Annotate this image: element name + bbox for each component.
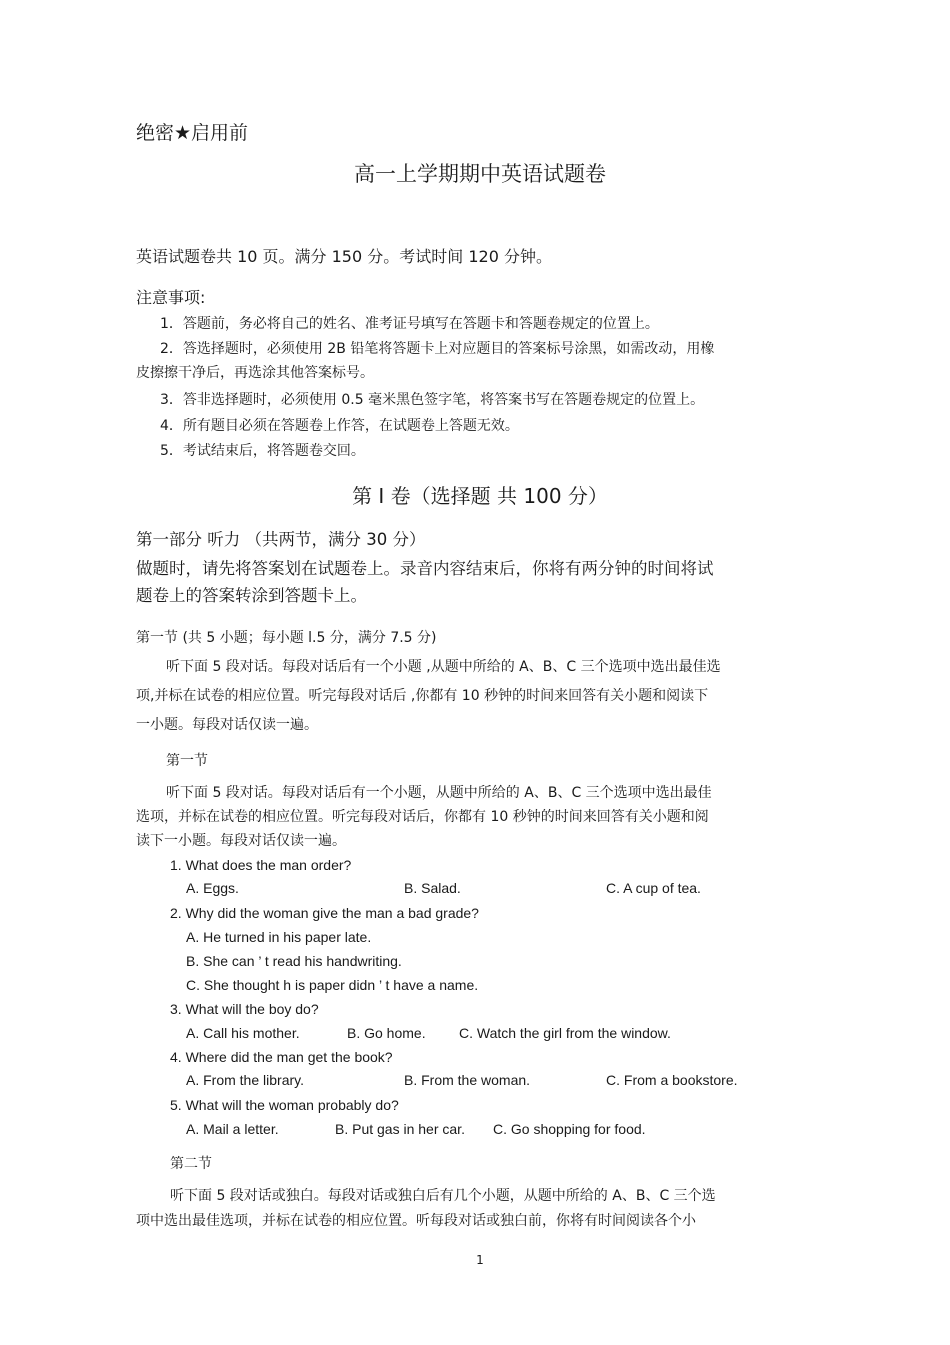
section-paragraph: 读下一小题。每段对话仅读一遍。 bbox=[136, 833, 346, 849]
section-paragraph: 听下面 5 段对话或独白。每段对话或独白后有几个小题，从题中所给的 A、B、C 三个选 bbox=[170, 1188, 716, 1204]
notice-heading: 注意事项: bbox=[136, 288, 206, 307]
question-stem: 1. What does the man order? bbox=[170, 857, 352, 873]
part-instruction: 题卷上的答案转涂到答题卡上。 bbox=[136, 586, 367, 605]
answer-option: B. She can ’ t read his handwriting. bbox=[186, 953, 402, 969]
answer-option: B. From the woman. bbox=[404, 1072, 531, 1088]
notice-rule: 5．考试结束后，将答题卷交回。 bbox=[160, 443, 365, 459]
notice-rule: 1．答题前，务必将自己的姓名、准考证号填写在答题卡和答题卷规定的位置上。 bbox=[160, 316, 659, 332]
section-heading: 第一节 bbox=[166, 753, 208, 769]
section-paragraph: 一小题。每段对话仅读一遍。 bbox=[136, 717, 318, 733]
answer-option: C. Watch the girl from the window. bbox=[459, 1025, 671, 1041]
notice-rule: 2．答选择题时，必须使用 2B 铅笔将答题卡上对应题目的答案标号涂黑，如需改动，用橡 bbox=[160, 341, 715, 357]
question-stem: 2. Why did the woman give the man a bad grade? bbox=[170, 905, 479, 921]
section-paragraph: 听下面 5 段对话。每段对话后有一个小题 ,从题中所给的 A、B、C 三个选项中选出最佳选 bbox=[166, 659, 721, 675]
answer-option: B. Put gas in her car. bbox=[335, 1121, 465, 1137]
answer-option: C. Go shopping for food. bbox=[493, 1121, 646, 1137]
exam-intro: 英语试题卷共 10 页。满分 150 分。考试时间 120 分钟。 bbox=[136, 247, 552, 266]
part-heading: 第一部分 听力 （共两节，满分 30 分） bbox=[136, 530, 426, 549]
answer-option: C. From a bookstore. bbox=[606, 1072, 738, 1088]
answer-option: A. From the library. bbox=[186, 1072, 304, 1088]
section-paragraph: 项,并标在试卷的相应位置。听完每段对话后 ,你都有 10 秒钟的时间来回答有关小题和阅读下 bbox=[136, 688, 709, 704]
page-number: 1 bbox=[476, 1253, 484, 1267]
answer-option: B. Go home. bbox=[347, 1025, 426, 1041]
section-paragraph: 听下面 5 段对话。每段对话后有一个小题，从题中所给的 A、B、C 三个选项中选出最佳 bbox=[166, 785, 712, 801]
section-paragraph: 选项，并标在试卷的相应位置。听完每段对话后，你都有 10 秒钟的时间来回答有关小题和阅 bbox=[136, 809, 709, 825]
section-paragraph: 项中选出最佳选项，并标在试卷的相应位置。听每段对话或独白前，你将有时间阅读各个小 bbox=[136, 1213, 696, 1229]
question-stem: 5. What will the woman probably do? bbox=[170, 1097, 399, 1113]
confidential-mark: 绝密★启用前 bbox=[136, 122, 249, 144]
section-heading: 第一节 (共 5 小题；每小题 l.5 分，满分 7.5 分) bbox=[136, 630, 437, 646]
answer-option: A. Call his mother. bbox=[186, 1025, 300, 1041]
exam-title: 高一上学期期中英语试题卷 bbox=[354, 162, 606, 186]
answer-option: C. She thought h is paper didn ’ t have a name. bbox=[186, 977, 479, 993]
answer-option: A. Mail a letter. bbox=[186, 1121, 279, 1137]
answer-option: A. He turned in his paper late. bbox=[186, 929, 372, 945]
notice-rule-continued: 皮擦擦干净后，再选涂其他答案标号。 bbox=[136, 365, 374, 381]
answer-option: B. Salad. bbox=[404, 880, 461, 896]
answer-option: A. Eggs. bbox=[186, 880, 239, 896]
section-heading: 第二节 bbox=[170, 1156, 212, 1172]
volume-title: 第 I 卷（选择题 共 100 分） bbox=[352, 484, 608, 508]
question-stem: 3. What will the boy do? bbox=[170, 1001, 319, 1017]
question-stem: 4. Where did the man get the book? bbox=[170, 1049, 393, 1065]
notice-rule: 4．所有题目必须在答题卷上作答，在试题卷上答题无效。 bbox=[160, 418, 519, 434]
answer-option: C. A cup of tea. bbox=[606, 880, 701, 896]
part-instruction: 做题时，请先将答案划在试题卷上。录音内容结束后，你将有两分钟的时间将试 bbox=[136, 559, 714, 578]
notice-rule: 3．答非选择题时，必须使用 0.5 毫米黑色签字笔，将答案书写在答题卷规定的位置上。 bbox=[160, 392, 705, 408]
